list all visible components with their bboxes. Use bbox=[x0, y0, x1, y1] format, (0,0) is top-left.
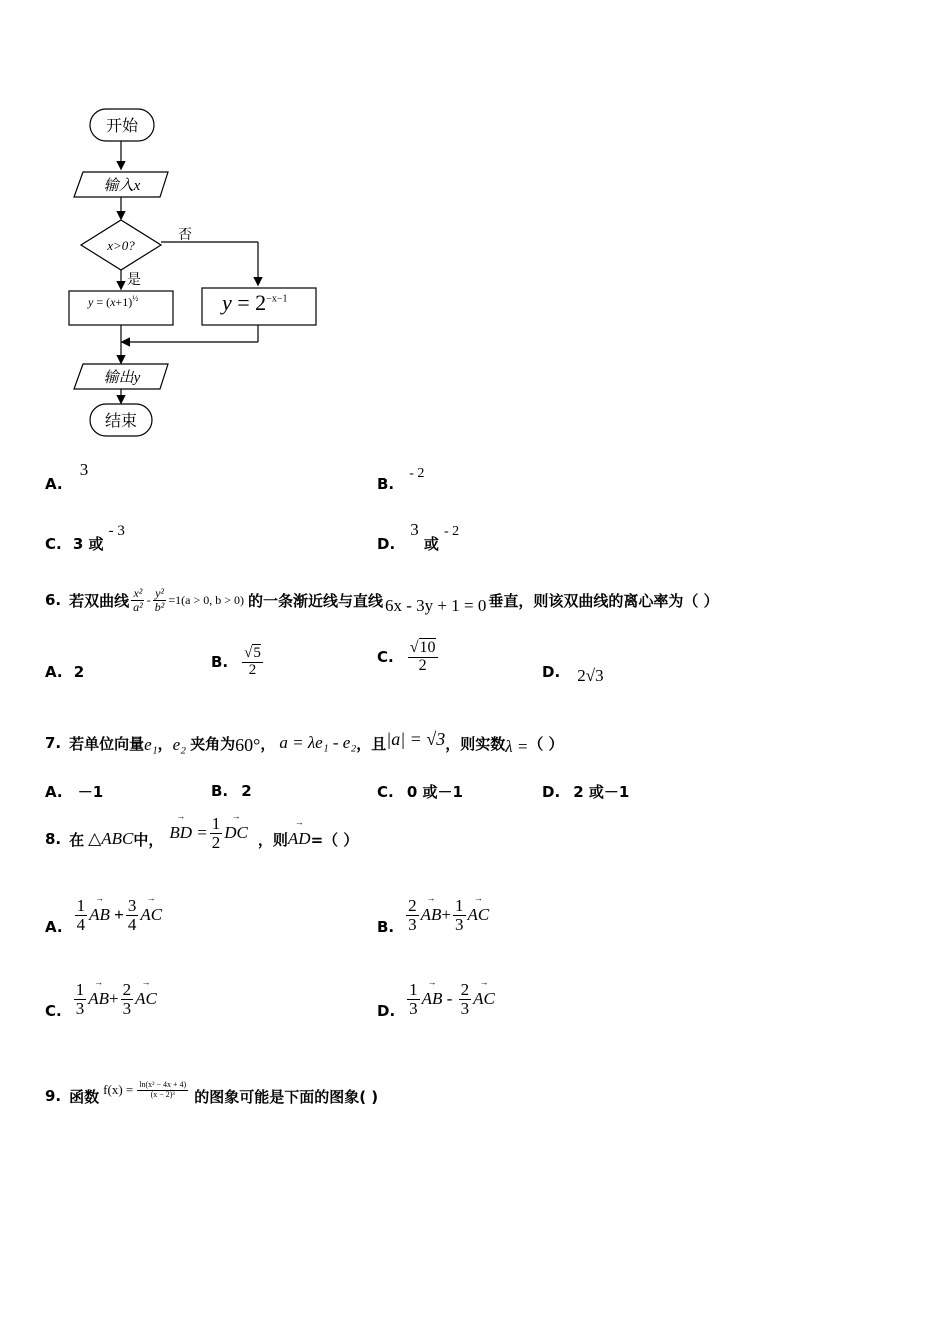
option-letter: B. bbox=[377, 475, 395, 493]
option-letter: C. bbox=[45, 1002, 62, 1021]
question-number: 8. bbox=[45, 830, 62, 848]
q8-option-c[interactable] bbox=[45, 980, 157, 1021]
q8-stem bbox=[45, 815, 358, 863]
q8-option-b[interactable] bbox=[377, 896, 490, 937]
option-letter: A. bbox=[45, 475, 63, 493]
q8-option-a[interactable] bbox=[45, 896, 163, 937]
q7-option-c[interactable] bbox=[377, 781, 463, 802]
q6-prefix: 若双曲线 bbox=[69, 591, 130, 610]
start-label: 开始 bbox=[105, 118, 139, 135]
equation-condition: =1(a > 0, b > 0) bbox=[168, 592, 244, 607]
q8-prefix: 在 bbox=[69, 830, 85, 849]
right-box-formula: $y = 2^{-x-1}$ bbox=[222, 290, 288, 315]
angle-text: 夹角为 bbox=[190, 734, 236, 753]
yes-label: 是 bbox=[127, 273, 141, 288]
option-value: - 2 bbox=[409, 466, 425, 481]
option-value: $\frac{2}{3}$ → AB + $\frac{1}{3}$ → AC bbox=[404, 897, 489, 934]
separator: ， bbox=[260, 734, 276, 753]
question-number: 9. bbox=[45, 1087, 62, 1105]
option-letter: C. bbox=[45, 535, 62, 553]
q6-option-b[interactable] bbox=[211, 646, 265, 679]
option-letter: D. bbox=[377, 1002, 396, 1021]
q9-suffix: 的图象可能是下面的图象( ) bbox=[194, 1087, 379, 1106]
magnitude-condition: |a| = √3 bbox=[386, 728, 446, 749]
separator: ， bbox=[157, 734, 173, 753]
option-value: 0 或－1 bbox=[406, 783, 463, 801]
q8-option-d[interactable] bbox=[377, 980, 495, 1021]
angle-value: 60° bbox=[235, 734, 261, 755]
q5-option-b[interactable] bbox=[377, 462, 425, 493]
option-value-2: 或 bbox=[423, 535, 439, 553]
q8-then: ，则 bbox=[257, 830, 288, 849]
function-formula: f(x) = $\frac{\text{ln(x² − 4x + 4)}}{\text{(x − 2)³}}$ bbox=[103, 1080, 187, 1099]
q6-middle: 的一条渐近线与直线 bbox=[248, 591, 384, 610]
q5-option-d[interactable] bbox=[377, 519, 460, 553]
q5-option-c[interactable] bbox=[45, 519, 125, 553]
output-label: 输出y bbox=[103, 370, 141, 386]
option-letter: B. bbox=[211, 782, 229, 800]
option-letter: A. bbox=[45, 663, 63, 681]
option-value: 2 bbox=[241, 782, 252, 800]
option-value: 3 bbox=[79, 460, 89, 479]
option-letter: B. bbox=[211, 653, 229, 672]
q5-option-a[interactable] bbox=[45, 460, 89, 493]
option-letter: B. bbox=[377, 918, 395, 937]
option-letter: A. bbox=[45, 783, 63, 801]
option-letter: D. bbox=[377, 535, 396, 553]
q6-option-a[interactable] bbox=[45, 662, 84, 681]
option-value: $\frac{√10}{2}$ bbox=[409, 639, 436, 674]
option-letter: C. bbox=[377, 648, 394, 667]
option-value: 3 或 bbox=[72, 535, 104, 553]
vector-a-equation: a = λe₁ - e₂ bbox=[279, 733, 357, 752]
lambda: λ = bbox=[505, 737, 529, 756]
q7-option-b[interactable] bbox=[211, 781, 252, 800]
q6-option-d[interactable] bbox=[542, 662, 604, 685]
q8-mid: 中， bbox=[133, 830, 164, 849]
option-value-3: - 2 bbox=[443, 524, 460, 539]
option-letter: D. bbox=[542, 663, 561, 681]
q7-and: ，且 bbox=[356, 734, 387, 753]
q7-option-a[interactable] bbox=[45, 781, 103, 802]
target-vector: → AD bbox=[288, 829, 311, 849]
option-letter: C. bbox=[377, 783, 394, 801]
option-value: $\frac{√5}{2}$ bbox=[244, 645, 261, 678]
line-equation: 6x - 3y + 1 = 0 bbox=[385, 596, 487, 615]
input-label: 输入x bbox=[103, 178, 141, 194]
vector-e1: e₁ bbox=[144, 735, 158, 754]
q7-prefix: 若单位向量 bbox=[69, 734, 145, 753]
q7-paren: （ ） bbox=[528, 734, 564, 753]
option-value: －1 bbox=[77, 783, 104, 801]
hyperbola-equation: $\frac{\text{x²}}{\text{a²}}$ - $\frac{\text{y²}}{\text{b²}}$ =1(a > 0, b > 0) bbox=[133, 585, 244, 614]
vector-e2: e₂ bbox=[172, 735, 187, 754]
question-number: 6. bbox=[45, 591, 62, 609]
minus-sign: - bbox=[146, 592, 151, 607]
q9-prefix: 函数 bbox=[69, 1087, 100, 1106]
ratio-condition: → BD = $\frac{1}{2}$ → DC bbox=[169, 815, 248, 852]
q9-stem bbox=[45, 1076, 378, 1116]
option-value: 2 或－1 bbox=[573, 783, 630, 801]
left-box-formula: $y = (x+1)^{\frac{1}{2}}$ bbox=[88, 294, 139, 309]
option-value: $\frac{1}{3}$ → AB - $\frac{2}{3}$ → AC bbox=[405, 981, 495, 1018]
option-value: 2√3 bbox=[577, 666, 604, 685]
q8-suffix: =（ ） bbox=[310, 830, 359, 849]
q7-option-d[interactable] bbox=[542, 781, 629, 802]
q6-stem bbox=[45, 578, 719, 622]
condition-label: x>0? bbox=[107, 238, 135, 253]
triangle: △ABC bbox=[88, 829, 134, 848]
option-letter: A. bbox=[45, 918, 63, 937]
q7-stem bbox=[45, 728, 564, 758]
q7-then: ，则实数 bbox=[445, 734, 506, 753]
option-value: $\frac{1}{4}$ → AB + $\frac{3}{4}$ → AC bbox=[73, 897, 162, 934]
option-value: $\frac{1}{3}$ → AB + $\frac{2}{3}$ → AC bbox=[72, 981, 157, 1018]
no-label: 否 bbox=[178, 228, 192, 243]
q6-option-c[interactable] bbox=[377, 640, 440, 675]
question-number: 7. bbox=[45, 734, 62, 752]
flowchart bbox=[60, 100, 330, 445]
end-label: 结束 bbox=[104, 413, 138, 430]
option-value: 3 bbox=[410, 520, 419, 539]
option-letter: D. bbox=[542, 783, 561, 801]
option-value-2: - 3 bbox=[108, 523, 125, 539]
option-value: 2 bbox=[73, 663, 85, 681]
q6-suffix: 垂直，则该双曲线的离心率为（ ） bbox=[488, 591, 719, 610]
